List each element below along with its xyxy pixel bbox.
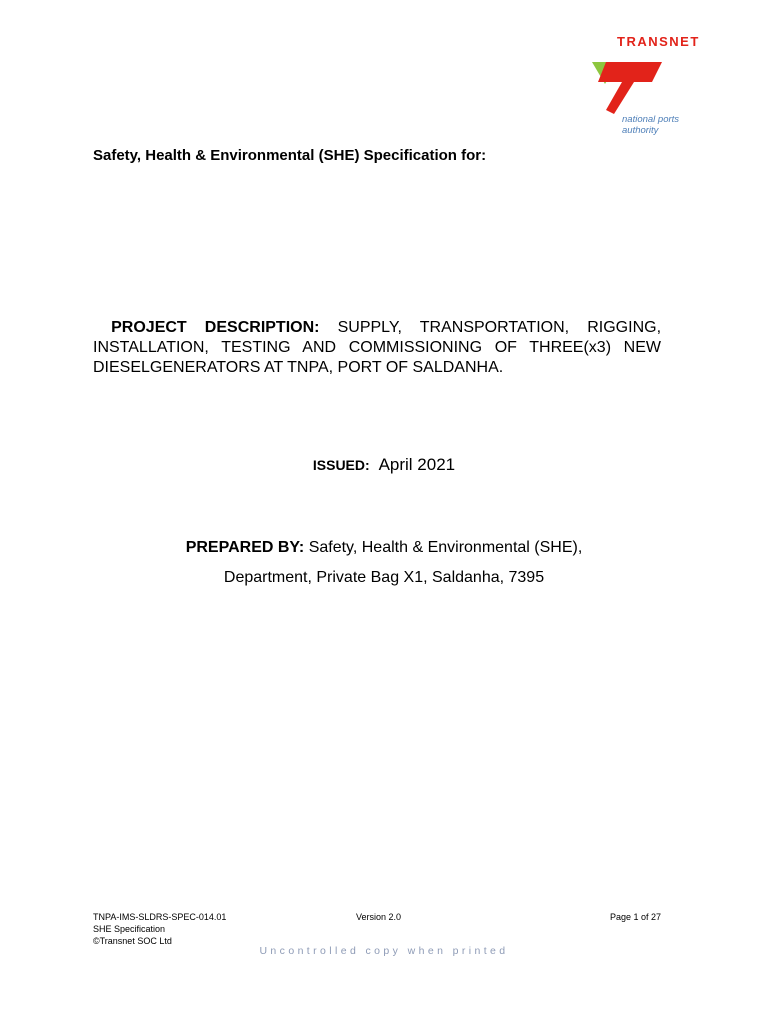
prepared-by-line2: Department, Private Bag X1, Saldanha, 7395 (223, 569, 545, 586)
issued-line (0, 455, 768, 475)
footer-copyright: ©Transnet SOC Ltd (93, 936, 172, 946)
transnet-logo-icon (592, 62, 662, 114)
project-description (93, 318, 661, 378)
logo-tagline-line2: authority (622, 125, 659, 136)
logo-tagline-line1: national ports (622, 114, 680, 125)
prepared-by-line1 (0, 539, 768, 557)
project-description-label: PROJECT DESCRIPTION: (111, 319, 320, 336)
footer-page-number: Page 1 of 27 (610, 912, 662, 922)
footer-doc-code: TNPA-IMS-SLDRS-SPEC-014.01 (93, 912, 227, 922)
footer-version: Version 2.0 (356, 912, 402, 922)
document-heading: Safety, Health & Environmental (SHE) Specification for: (93, 147, 487, 164)
footer-doc-info (93, 911, 226, 947)
transnet-wordmark: TRANSNET (617, 34, 700, 49)
prepared-by-label: PREPARED BY: (185, 539, 305, 556)
issued-date: April 2021 (378, 455, 456, 474)
logo-red-shape (598, 62, 662, 114)
logo-tagline (622, 114, 679, 136)
prepared-by-text: Safety, Health & Environmental (SHE), (308, 539, 583, 556)
issued-label: ISSUED: (312, 457, 370, 473)
footer-doc-title: SHE Specification (93, 924, 166, 934)
uncontrolled-copy-notice: Uncontrolled copy when printed (259, 945, 509, 957)
project-description-text: SUPPLY, TRANSPORTATION, RIGGING, INSTALLATION, TESTING AND COMMISSIONING OF THREE(x3) NEW DIESELGENERATORS AT TNPA, PORT OF SALDANHA. (93, 319, 662, 376)
